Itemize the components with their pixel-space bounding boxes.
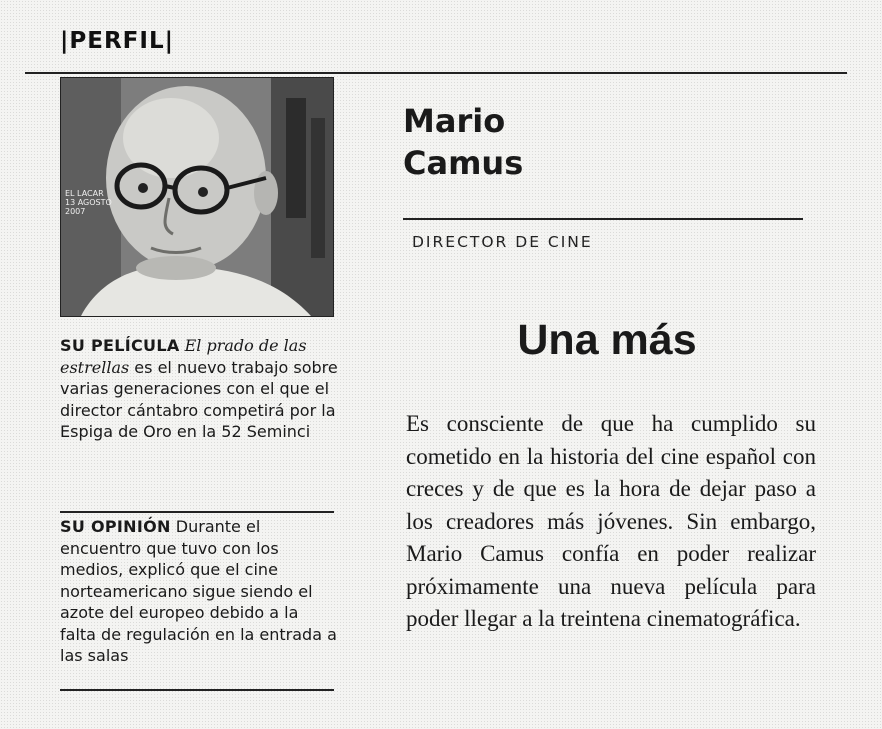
sidebar-bottom-rule	[60, 689, 334, 691]
film-title: El prado de las estrellas	[60, 336, 307, 377]
name-line2: Camus	[403, 144, 524, 182]
portrait-photo	[60, 77, 334, 317]
sidebar-divider	[60, 511, 334, 513]
profile-name	[403, 100, 523, 184]
name-rule	[403, 218, 803, 220]
film-text: es el nuevo trabajo sobre varias generaciones con el que el director cántabro competirá por la Espiga de Oro en la 52 Seminci	[60, 357, 338, 441]
article-headline: Una más	[517, 316, 697, 364]
opinion-text: Durante el encuentro que tuvo con los medios, explicó que el cine norteamericano sigue siendo el azote del europeo debido a la falta de regulación en la entrada a las salas	[60, 517, 337, 665]
section-label: |PERFIL|	[60, 28, 175, 54]
top-rule	[25, 72, 847, 74]
film-lead: SU PELÍCULA	[60, 336, 180, 355]
opinion-paragraph	[60, 516, 338, 667]
film-paragraph	[60, 335, 338, 443]
opinion-lead: SU OPINIÓN	[60, 517, 171, 536]
photo-caption: EL LACAR 13 AGOSTO 2007	[65, 189, 112, 216]
portrait-illustration	[61, 78, 333, 316]
article-body: Es consciente de que ha cumplido su cometido en la historia del cine español con creces y de que es la hora de dejar paso a los creadores más jóvenes. Sin embargo, Mario Camus confía en poder realizar próximamente una nueva película para poder llegar a la treintena cinematográfica.	[406, 411, 816, 631]
name-line1: Mario	[403, 102, 506, 140]
profile-role: DIRECTOR DE CINE	[412, 233, 593, 251]
